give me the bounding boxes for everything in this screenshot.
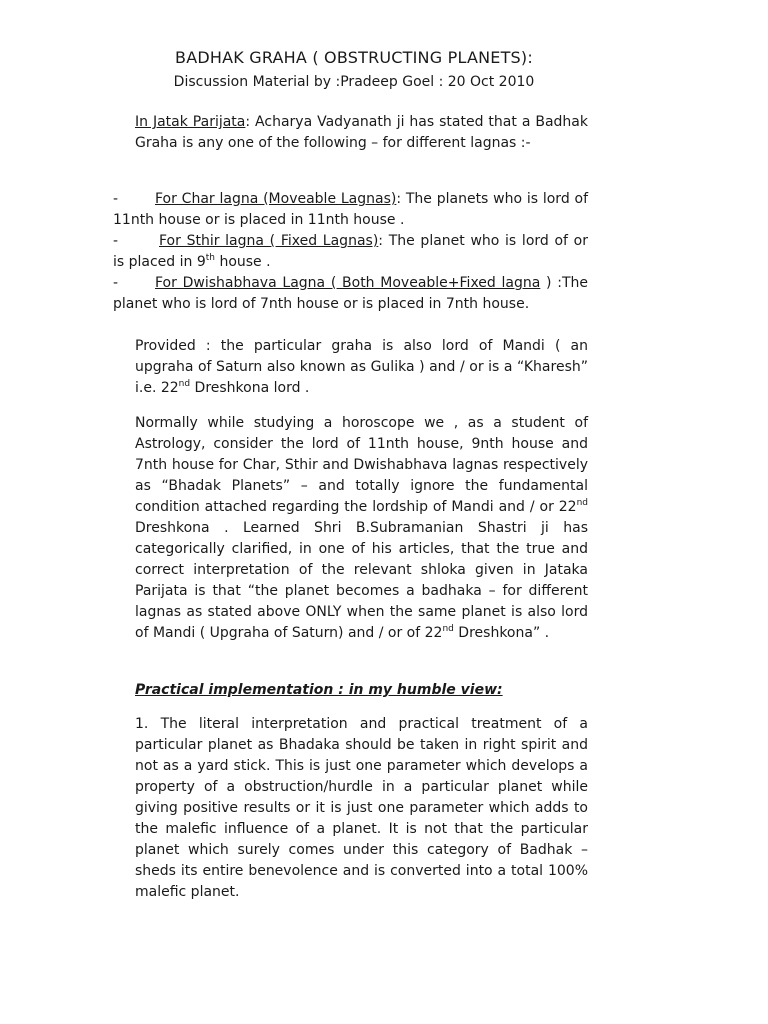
provided-paragraph: [135, 336, 588, 399]
intro-paragraph: [135, 112, 588, 154]
sthir-lagna-label: For Sthir lagna ( Fixed Lagnas): [159, 233, 379, 249]
provided-text-end: Dreshkona lord .: [190, 380, 310, 396]
list-item: [113, 273, 588, 315]
bullet-dash: -: [113, 191, 119, 207]
superscript: nd: [442, 624, 454, 634]
document-subtitle: Discussion Material by :Pradeep Goel : 20 Oct 2010: [173, 74, 535, 90]
normally-text-continued: Dreshkona . Learned Shri B.Subramanian Shastri ji has categorically clarified, in one of his articles, that the true and correct interpretation of the relevant shloka given in Jataka Parijata is that “the planet becomes a badhaka – for different lagnas as stated above ONLY when the same planet is also lord of Mandi ( Upgraha of Saturn) and / or of 22: [135, 520, 588, 641]
list-item: [113, 231, 588, 273]
dwishabhava-lagna-text: ) :The planet who is lord of 7nth house or is placed in 7nth house.: [113, 275, 588, 312]
practical-heading-block: [135, 680, 588, 701]
char-lagna-text: : The planets who is lord of 11nth house or is placed in 11nth house .: [113, 191, 589, 228]
provided-text: Provided : the particular graha is also lord of Mandi ( an upgraha of Saturn also known as Gulika ) and / or is a “Kharesh” i.e. 22: [135, 338, 588, 396]
list-item: [113, 189, 588, 231]
bullet-dash: -: [113, 233, 119, 249]
superscript: nd: [576, 498, 588, 508]
normally-text-end: Dreshkona” .: [453, 625, 550, 641]
jatak-parijata-ref: In Jatak Parijata: [135, 114, 246, 130]
normally-text: Normally while studying a horoscope we , as a student of Astrology, consider the lord of 11nth house, 9nth house and 7nth house for Char, Sthir and Dwishabhava lagnas respectively as “Bhadak Planets” – and totally ignore the fundamental condition attached regarding the lordship of Mandi and / or 22: [135, 415, 588, 515]
point-one-text: 1. The literal interpretation and practical treatment of a particular planet as Bhadaka should be taken in right spirit and not as a yard stick. This is just one parameter which develops a property of a obstruction/hurdle in a particular planet while giving positive results or it is just one parameter which adds to the malefic influence of a planet. It is not that the particular planet which surely comes under this category of Badhak – sheds its entire benevolence and is converted into a total 100% malefic planet.: [135, 716, 588, 900]
superscript: th: [205, 253, 215, 263]
char-lagna-label: For Char lagna (Moveable Lagnas): [155, 191, 397, 207]
bullet-dash: -: [113, 275, 119, 291]
point-one-paragraph: [135, 714, 588, 903]
normally-paragraph: [135, 413, 588, 644]
document-title: BADHAK GRAHA ( OBSTRUCTING PLANETS):: [175, 48, 533, 67]
lagna-list: [113, 189, 588, 315]
intro-text: : Acharya Vadyanath ji has stated that a Badhak Graha is any one of the following – for different lagnas :-: [135, 114, 588, 151]
sthir-lagna-text: : The planet who is lord of or is placed in 9: [113, 233, 588, 270]
dwishabhava-lagna-label: For Dwishabhava Lagna ( Both Moveable+Fixed lagna: [155, 275, 541, 291]
practical-heading: Practical implementation : in my humble view:: [135, 682, 503, 698]
sthir-lagna-text-end: house .: [215, 254, 271, 270]
superscript: nd: [178, 379, 191, 389]
